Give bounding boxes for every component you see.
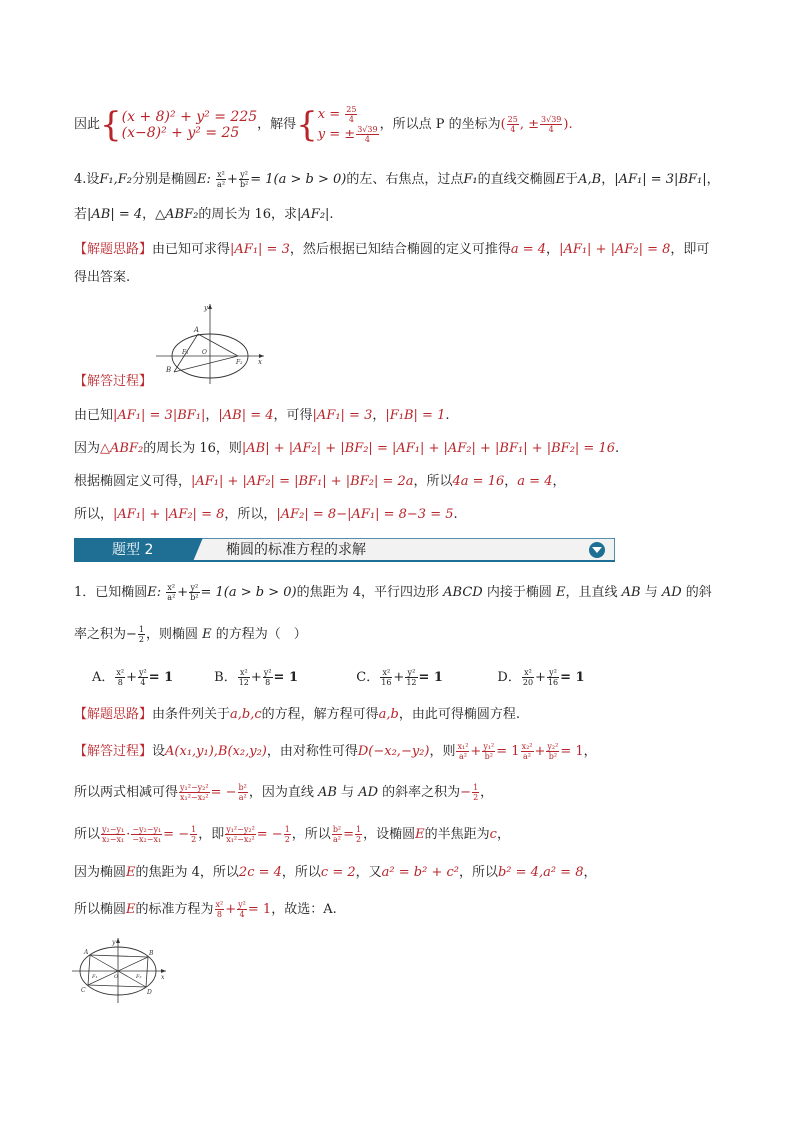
q1-process-line-3: 所以 $\frac{\text{y₂−y₁}}{\text{x₂−x₁}}$ · $\frac{\text{−y₂−y₁}}{\text{−x₂−x₁}}$ = − $\frac{1}{2}$ ，即 $\frac{\text{y₁²−y₂²}}{\text{x₁²−x₂²}}$ = − $\frac{1}{2}$ ，所以 $\frac{\text{b²}}{\text{a²}}$ = $\frac{1}{2}$ ，设椭圆E的半焦距为c， [74,825,510,844]
q1-process-line-5: 所以椭圆E的标准方程为 $\frac{\text{x²}}{8}$ + $\frac{\text{y²}}{4}$ = 1，故选：A. [74,900,337,919]
q4-hint-line-1: 【解题思路】由已知可求得|AF₁| = 3，然后根据已知结合椭圆的定义可推得a = 4，|AF₁| + |AF₂| = 8，即可 [74,242,710,257]
label-f1: F₁ [92,974,98,980]
q4-process-tag: 【解答过程】 [74,374,153,389]
q4-step-4: 所以，|AF₁| + |AF₂| = 8，所以，|AF₂| = 8−|AF₁| = 8−3 = 5. [74,507,458,522]
banner-type-label: 题型 2 [112,542,154,558]
label-f2: F₂ [136,974,142,980]
label-x: x [161,974,165,981]
ellipse-figure-2 [70,935,170,1005]
label-f2: F₂ [236,359,243,366]
option-c[interactable]: C． $\frac{\text{x²}}{16}$ + $\frac{\text{y²}}{12}$ = 1 [356,668,443,687]
question-4-line-1: 4.设F₁,F₂分别是椭圆E: $\frac{\text{x²}}{\text{a²}}$ + $\frac{\text{y²}}{\text{b²}}$ = 1(a > b > 0)的左、右焦点，过点F₁的直线交椭圆E于A,B，|AF₁| = 3|BF₁|， [74,170,720,189]
question-1-line-1: 1．已知椭圆E: $\frac{\text{x²}}{\text{a²}}$ + $\frac{\text{y²}}{\text{b²}}$ = 1(a > b > 0)的焦距为 4，平行四边形 ABCD 内接于椭圆 E，且直线 AB 与 AD 的斜 [74,583,712,602]
option-a[interactable]: A． $\frac{\text{x²}}{8}$ + $\frac{\text{y²}}{4}$ = 1 [92,668,174,687]
label-b: B [149,950,154,957]
line-bf2 [174,356,238,372]
label-o: O [114,974,119,980]
left-brace: { [100,104,122,145]
label-x: x [258,358,262,366]
option-d[interactable]: D． $\frac{\text{x²}}{20}$ + $\frac{\text{y²}}{16}$ = 1 [497,668,585,687]
label-y: y [204,304,208,312]
label-b: B [166,366,172,374]
answer-options [92,668,585,688]
left-brace: { [296,104,318,145]
y-axis-arrow [208,304,212,309]
question-1-line-2: 率之积为− $\frac{1}{2}$ ，则椭圆 E 的方程为（ ） [74,625,307,644]
q4-step-2: 因为△ABF₂的周长为 16，则|AB| + |AF₂| + |BF₂| = |AF₁| + |AF₂| + |BF₁| + |BF₂| = 16. [74,441,620,456]
q1-process-line-1: 【解答过程】设A(x₁,y₁),B(x₂,y₂)，由对称性可得D(−x₂,−y₂)，则 $\frac{\text{x₁²}}{\text{a²}}$ + $\frac{\text{y₁²}}{\text{b²}}$ = 1 $\frac{\text{x₂²}}{\text{a²}}$ + $\frac{\text{y₂²}}{\text{b²}}$ = 1， [74,742,597,761]
question-4-line-2: 若|AB| = 4，△ABF₂的周长为 16，求|AF₂|. [74,207,334,222]
label-d: D [147,989,152,996]
ellipse-figure-1 [150,298,270,386]
q1-hint: 【解题思路】由条件列关于a,b,c的方程，解方程可得a,b，由此可得椭圆方程. [74,707,521,722]
label-o: O [202,349,207,356]
q1-process-line-2: 所以两式相减可得 $\frac{\text{y₁²−y₂²}}{\text{x₁²−x₂²}}$ = − $\frac{\text{b²}}{\text{a²}}$ ，因为直线 AB 与 AD 的斜率之积为− $\frac{1}{2}$ ， [74,783,494,802]
banner-title: 椭圆的标准方程的求解 [226,542,366,558]
label-c: C [81,987,86,994]
label-f1: F₁ [182,349,189,356]
label-y: y [112,939,116,946]
q4-step-1: 由已知|AF₁| = 3|BF₁|，|AB| = 4，可得|AF₁| = 3，|F₁B| = 1. [74,408,450,423]
option-b[interactable]: B． $\frac{\text{x²}}{12}$ + $\frac{\text{y²}}{8}$ = 1 [214,668,298,687]
q1-process-line-4: 因为椭圆E的焦距为 4，所以2c = 4，所以c = 2，又a² = b² + c²，所以b² = 4,a² = 8， [74,865,597,880]
solution-line-system: 因此{ (x + 8)² + y² = 225 (x−8)² + y² = 25 ，解得{ x = $\frac{25}{4}$ y = ± $\frac{3√39}{4}$ ，所以点 P 的坐标为( $\frac{25}{4}$ , ± $\frac{3√39}{4}$ ). [74,104,573,145]
x-axis-arrow [161,969,166,973]
q4-step-3: 根据椭圆定义可得，|AF₁| + |AF₂| = |BF₁| + |BF₂| = 2a，所以4a = 16，a = 4， [74,474,566,489]
q4-hint-line-2: 得出答案. [74,270,131,285]
label-a: A [194,326,200,334]
label-a: A [84,949,89,956]
y-axis-arrow [116,938,120,943]
